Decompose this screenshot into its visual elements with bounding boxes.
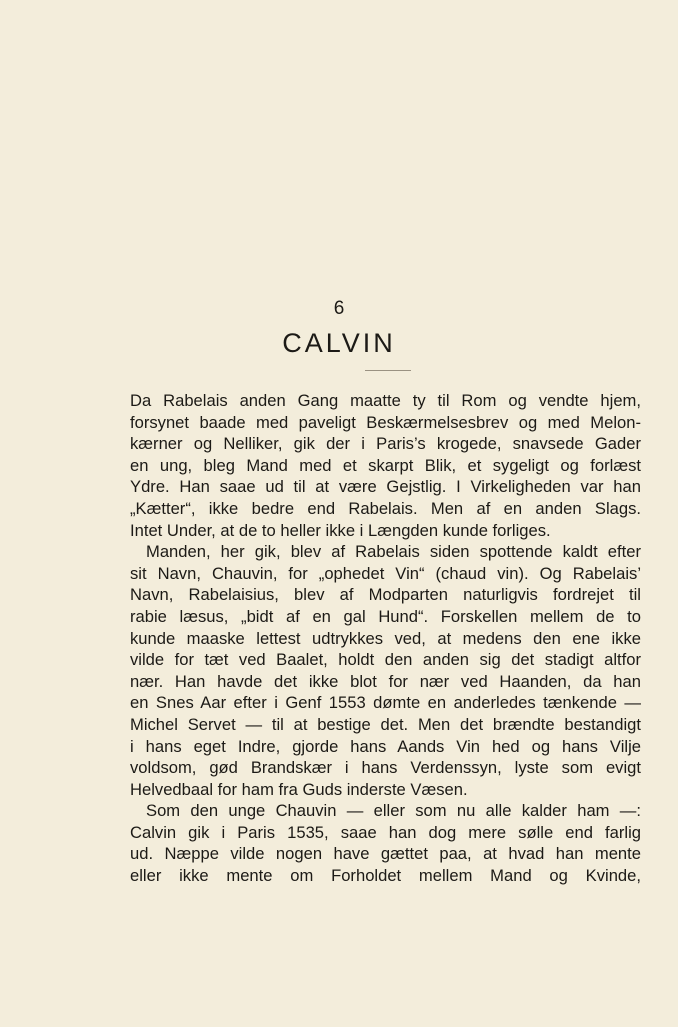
text-line: Calvin gik i Paris 1535, saae han dog mere sølle end farlig [130,822,641,842]
text-line: Michel Servet — til at bestige det. Men det brændte bestandigt [130,714,641,734]
text-line: en Snes Aar efter i Genf 1553 dømte en anderledes tænkende — [130,693,641,713]
text-line: en ung, bleg Mand med et skarpt Blik, et sygeligt og forlæst [130,455,641,475]
text-line: forsynet baade med paveligt Beskærmelsesbrev og med Melon- [130,412,641,432]
text-line: rabie læsus, „bidt af en gal Hund“. Forskellen mellem de to [130,606,641,626]
chapter-title: CALVIN [282,328,396,358]
chapter-body-text [130,390,641,887]
text-line: Intet Under, at de to heller ikke i Længden kunde forliges. [130,520,551,540]
text-line: sit Navn, Chauvin, for „ophedet Vin“ (chaud vin). Og Rabelais’ [130,563,641,583]
chapter-number: 6 [333,298,345,319]
text-line: vilde for tæt ved Baalet, holdt den anden sig det stadigt altfor [130,650,641,670]
text-line: Da Rabelais anden Gang maatte ty til Rom og vendte hjem, [130,391,641,410]
text-line: nær. Han havde det ikke blot for nær ved Haanden, da han [130,671,641,691]
text-line: Navn, Rabelaisius, blev af Modparten naturligvis fordrejet til [130,585,641,605]
text-line: kærner og Nelliker, gik der i Paris’s krogede, snavsede Gader [130,434,641,454]
text-line: eller ikke mente om Forholdet mellem Mand og Kvinde, [130,866,641,886]
text-line: kunde maaske lettest udtrykkes ved, at medens den ene ikke [130,628,641,648]
text-line: Manden, her gik, blev af Rabelais siden spottende kaldt efter [146,542,641,562]
text-line: Helvedbaal for ham fra Guds inderste Væsen. [130,779,468,799]
text-line: voldsom, gød Brandskær i hans Verdenssyn, lyste som evigt [130,758,641,778]
title-divider [365,370,411,371]
text-line: ud. Næppe vilde nogen have gættet paa, at hvad han mente [130,844,641,864]
text-line: „Kætter“, ikke bedre end Rabelais. Men af en anden Slags. [130,498,641,518]
text-line: Som den unge Chauvin — eller som nu alle kalder ham —: [146,801,641,821]
text-line: i hans eget Indre, gjorde hans Aands Vin hed og hans Vilje [130,736,641,756]
text-line: Ydre. Han saae ud til at være Gejstlig. I Virkeligheden var han [130,477,641,497]
